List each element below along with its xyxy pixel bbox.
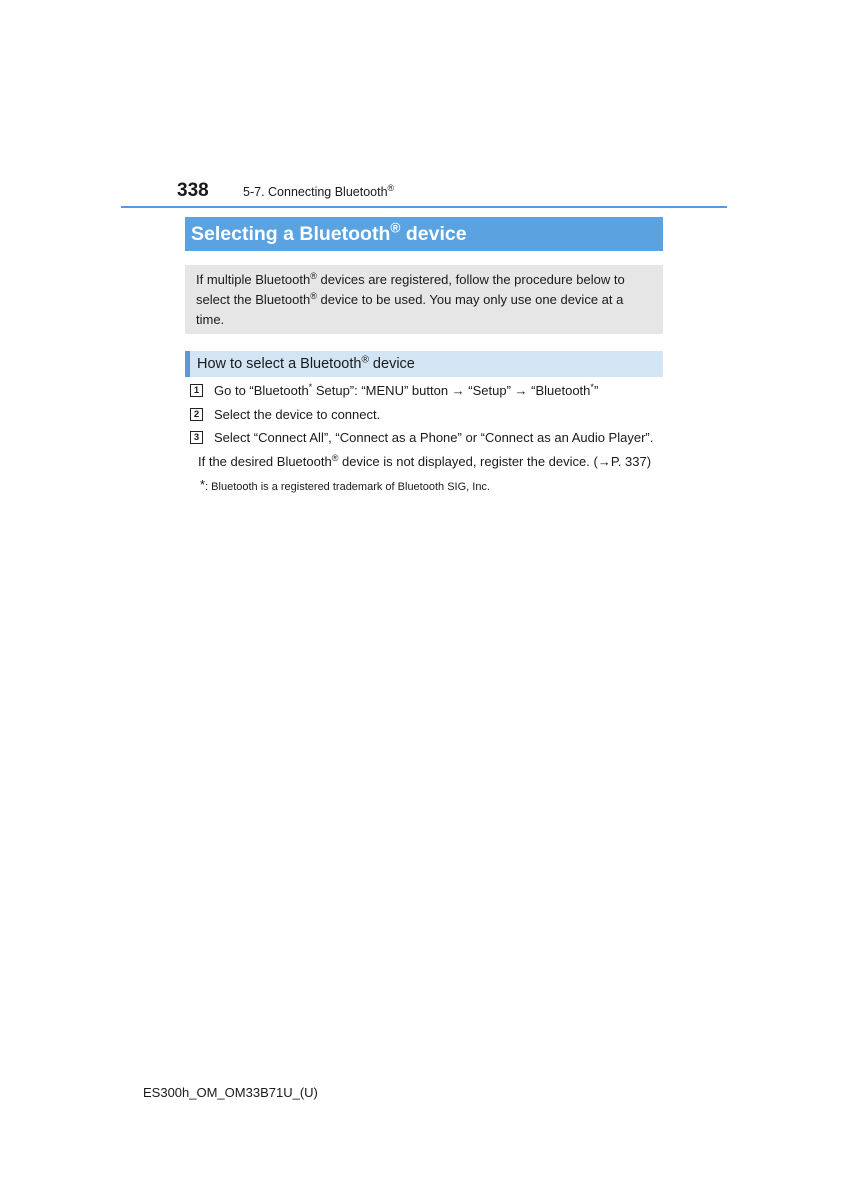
document-code: ES300h_OM_OM33B71U_(U) — [143, 1085, 318, 1100]
step-text: Select the device to connect. — [214, 406, 381, 422]
registered-mark: ® — [331, 453, 339, 463]
registered-mark: ® — [361, 354, 369, 366]
footnote: *: Bluetooth is a registered trademark of Bluetooth SIG, Inc. — [200, 477, 490, 493]
step-text: Go to “Bluetooth* Setup”: “MENU” button → “Setup” → “Bluetooth*” — [214, 382, 599, 398]
section-title: Selecting a Bluetooth® device — [185, 217, 663, 251]
step-text: Select “Connect All”, “Connect as a Phone” or “Connect as an Audio Player”. — [214, 430, 654, 445]
step-list — [190, 381, 670, 452]
intro-box: If multiple Bluetooth® devices are registered, follow the procedure below to select the Bluetooth® device to be used. You may only use one device at a time. — [185, 265, 663, 334]
registered-mark: ® — [310, 271, 317, 281]
subheading: How to select a Bluetooth® device — [185, 351, 663, 377]
step-item — [190, 405, 670, 429]
header-divider — [121, 206, 727, 208]
asterisk-mark: * — [590, 382, 594, 392]
registered-mark: ® — [390, 220, 401, 236]
step-item — [190, 381, 670, 405]
registered-mark: ® — [387, 183, 394, 194]
step-number-badge: 3 — [190, 431, 203, 444]
asterisk-mark: * — [308, 382, 313, 392]
step-number-badge: 2 — [190, 408, 203, 421]
step-item — [190, 428, 670, 452]
registered-mark: ® — [310, 291, 317, 301]
step-number-badge: 1 — [190, 384, 203, 397]
section-reference: 5-7. Connecting Bluetooth® — [243, 183, 394, 199]
page-number: 338 — [177, 180, 209, 201]
note-text: If the desired Bluetooth® device is not displayed, register the device. (→P. 337) — [198, 453, 652, 469]
asterisk-mark: * — [200, 477, 206, 492]
